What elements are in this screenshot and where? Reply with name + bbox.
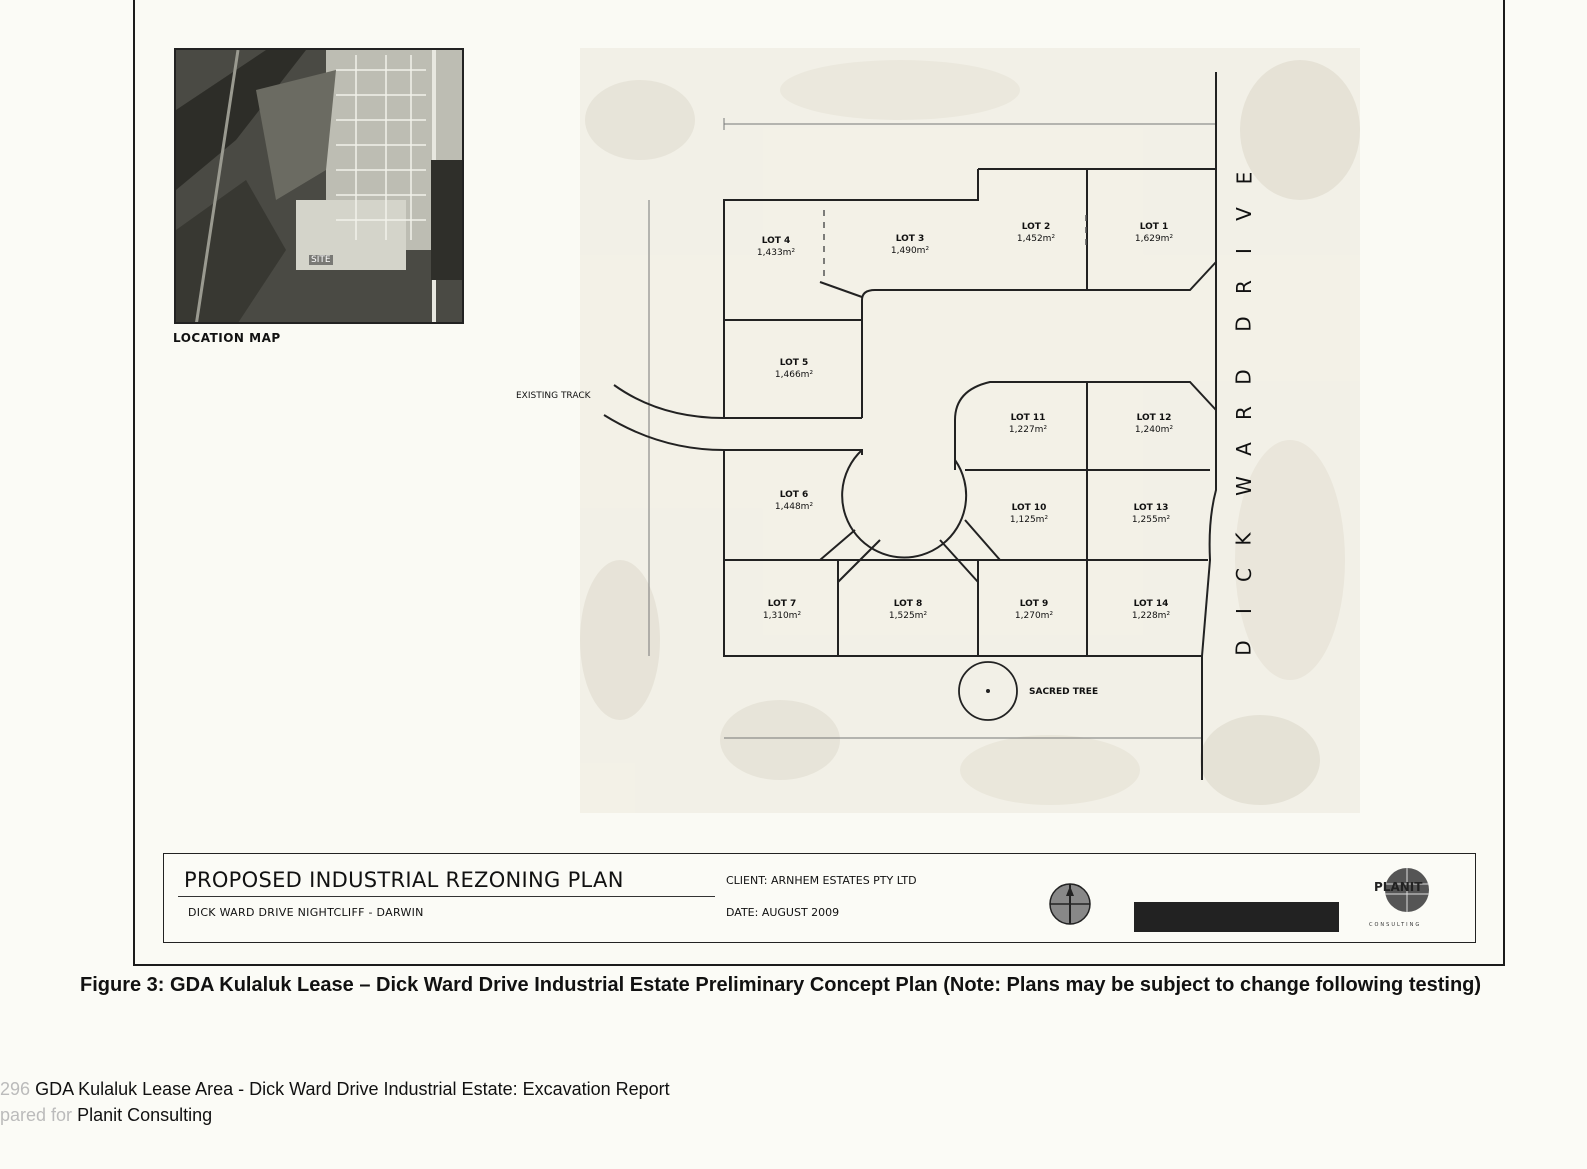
site-label: SITE — [311, 255, 331, 265]
location-map-label: LOCATION MAP — [173, 331, 281, 345]
lot-label: LOT 1 1,629m² — [1134, 222, 1174, 244]
footer-prepared-for: pared for Planit Consulting — [0, 1105, 213, 1125]
lot-label: LOT 2 1,452m² — [1016, 222, 1056, 244]
road-label-dick-ward-drive: E V I R D D R A W K C I D — [1231, 171, 1256, 656]
divider — [178, 896, 715, 897]
brand-tagline: CONSULTING — [1369, 922, 1422, 928]
lot-label: LOT 8 1,525m² — [888, 599, 928, 621]
skyline-banner — [1134, 902, 1339, 932]
lot-label: LOT 3 1,490m² — [890, 234, 930, 256]
date-text: DATE: AUGUST 2009 — [726, 906, 840, 919]
client-text: CLIENT: ARNHEM ESTATES PTY LTD — [726, 874, 917, 887]
lot-label: LOT 9 1,270m² — [1014, 599, 1054, 621]
lot-label: LOT 11 1,227m² — [1008, 413, 1048, 435]
lot-label: LOT 10 1,125m² — [1009, 503, 1049, 525]
lot-label: LOT 12 1,240m² — [1134, 413, 1174, 435]
title-block — [163, 853, 1476, 943]
existing-track-label: EXISTING TRACK — [516, 391, 591, 401]
lot-label: LOT 5 1,466m² — [774, 358, 814, 380]
plan-title: PROPOSED INDUSTRIAL REZONING PLAN — [184, 868, 624, 892]
north-arrow-icon — [1048, 882, 1092, 926]
contact-details-graphic — [1134, 874, 1344, 932]
lot-label: LOT 13 1,255m² — [1131, 503, 1171, 525]
lot-label: LOT 14 1,228m² — [1131, 599, 1171, 621]
brand-name: PLANIT — [1374, 880, 1423, 894]
sacred-tree-label: SACRED TREE — [1029, 687, 1099, 697]
footer-report-title: 296 GDA Kulaluk Lease Area - Dick Ward Drive Industrial Estate: Excavation Report — [0, 1079, 670, 1099]
figure-caption: Figure 3: GDA Kulaluk Lease – Dick Ward Drive Industrial Estate Preliminary Concept Plan (Note: Plans may be subject to change following testing) — [80, 974, 1482, 996]
lot-label: LOT 6 1,448m² — [774, 490, 814, 512]
lot-label: LOT 4 1,433m² — [756, 236, 796, 258]
plan-subtitle: DICK WARD DRIVE NIGHTCLIFF - DARWIN — [188, 906, 424, 919]
lot-label: LOT 7 1,310m² — [762, 599, 802, 621]
